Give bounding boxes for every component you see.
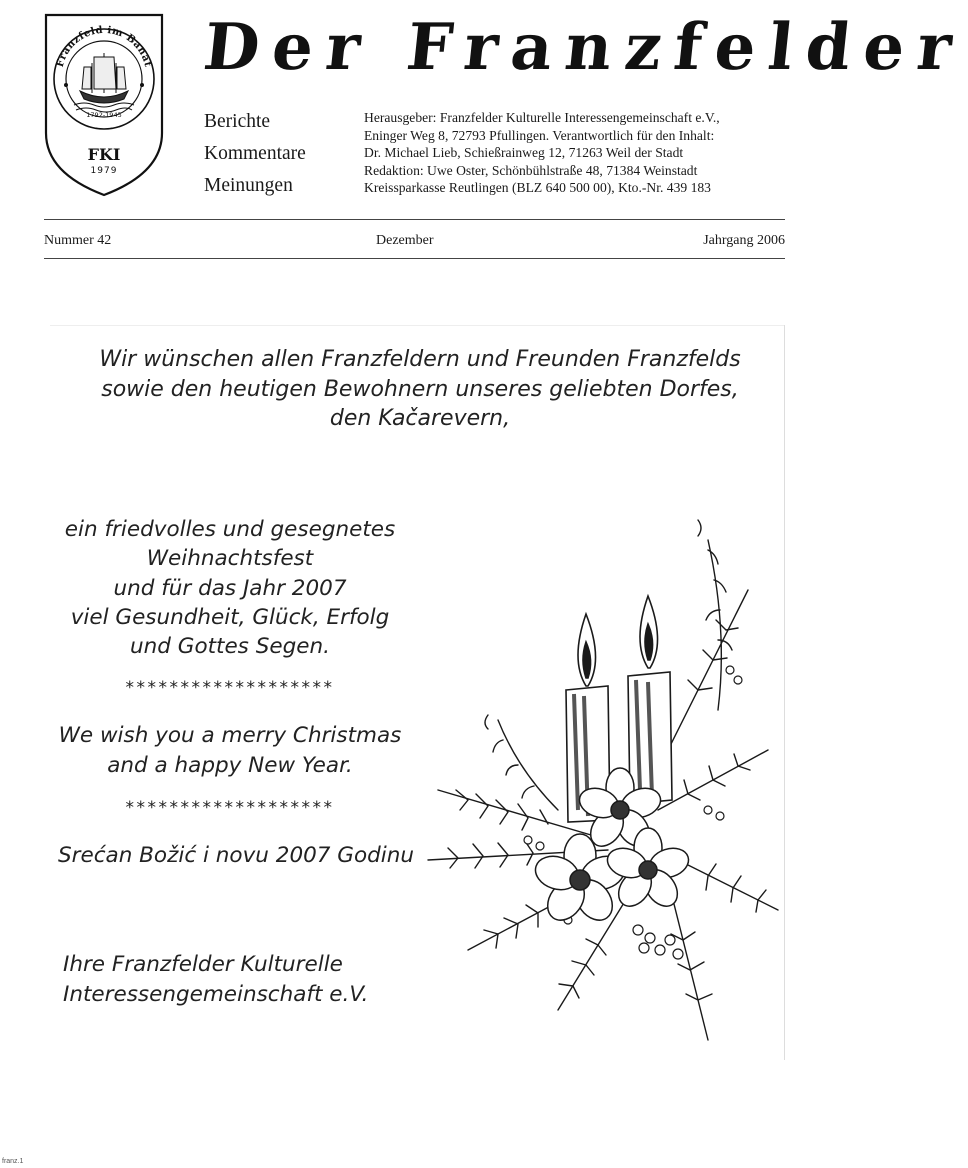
masthead-word-1: Der xyxy=(200,10,377,85)
greeting-wish-line: Weihnachtsfest xyxy=(146,546,314,572)
greeting-serbian: Srećan Božić i novu 2007 Godinu xyxy=(58,843,414,868)
issue-info-row xyxy=(44,233,785,253)
imprint-block xyxy=(364,109,785,197)
section-berichte: Berichte xyxy=(204,111,271,132)
greeting-wish-line: und Gottes Segen. xyxy=(130,634,330,660)
star-separator: ******************* xyxy=(125,678,335,698)
panel-border-right xyxy=(784,325,785,1060)
header-rule-bottom xyxy=(44,258,785,259)
imprint-line: Kreissparkasse Reutlingen (BLZ 640 500 00), Kto.-Nr. 439 183 xyxy=(364,180,711,196)
crest-years: 1792-1945 xyxy=(86,111,122,119)
greeting-intro xyxy=(70,345,770,434)
section-kommentare: Kommentare xyxy=(204,143,306,164)
signature-line: Interessengemeinschaft e.V. xyxy=(63,982,369,1007)
greeting-intro-line: den Kačarevern, xyxy=(329,406,511,431)
section-list xyxy=(204,106,306,202)
greeting-english-line: We wish you a merry Christmas xyxy=(58,723,402,748)
greeting-signature xyxy=(63,950,368,1010)
christmas-candles-illustration xyxy=(408,510,784,1055)
masthead-word-2: Franzfelder xyxy=(403,10,968,85)
greeting-intro-line: sowie den heutigen Bewohnern unseres geliebten Dorfes, xyxy=(101,376,739,402)
greeting-intro-line: Wir wünschen allen Franzfeldern und Freunden Franzfelds xyxy=(99,347,741,372)
greeting-wish-line: und für das Jahr 2007 xyxy=(113,575,347,601)
panel-border-top xyxy=(50,325,784,326)
imprint-line: Eninger Weg 8, 72793 Pfullingen. Verantwortlich für den Inhalt: xyxy=(364,127,715,143)
star-separator: ******************* xyxy=(125,798,335,818)
fki-crest-logo xyxy=(44,13,164,197)
issue-number: Nummer 42 xyxy=(44,233,112,248)
greeting-wish-line: viel Gesundheit, Glück, Erfolg xyxy=(70,604,390,630)
crest-founded: 1979 xyxy=(90,166,118,176)
crest-ring-text: Franzfeld im Banat xyxy=(54,24,154,69)
issue-month: Dezember xyxy=(376,233,434,248)
signature-line: Ihre Franzfelder Kulturelle xyxy=(63,952,343,977)
crest-abbrev: FKI xyxy=(87,145,121,164)
header-rule-top xyxy=(44,219,785,220)
greeting-wish-line: ein friedvolles und gesegnetes xyxy=(64,517,396,542)
section-meinungen: Meinungen xyxy=(204,175,293,196)
footer-mark: franz.1 xyxy=(2,1158,24,1165)
masthead-title xyxy=(200,8,968,88)
imprint-line: Redaktion: Uwe Oster, Schönbühlstraße 48, 71384 Weinstadt xyxy=(364,162,698,178)
greeting-wishes xyxy=(55,515,405,661)
greeting-english xyxy=(55,721,405,781)
greeting-english-line: and a happy New Year. xyxy=(107,753,353,778)
issue-volume: Jahrgang 2006 xyxy=(703,233,785,248)
imprint-line: Herausgeber: Franzfelder Kulturelle Interessengemeinschaft e.V., xyxy=(364,110,720,125)
imprint-line: Dr. Michael Lieb, Schießrainweg 12, 71263 Weil der Stadt xyxy=(364,145,684,161)
